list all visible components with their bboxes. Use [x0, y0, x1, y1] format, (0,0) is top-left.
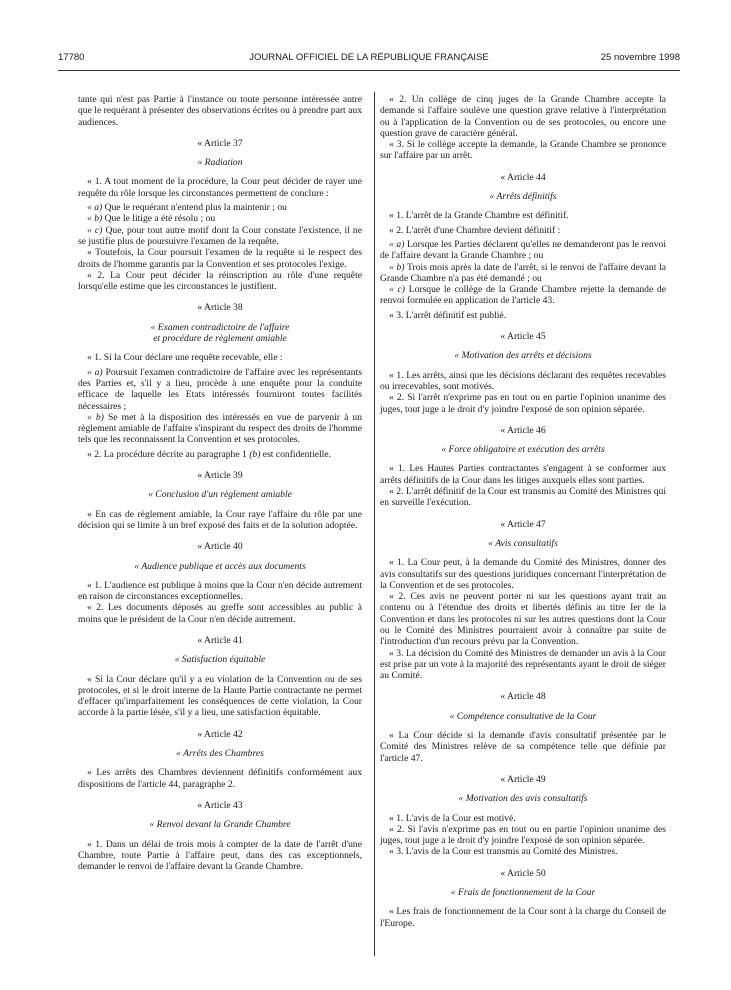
- article-49-title: « Motivation des avis consultatifs: [458, 793, 588, 805]
- article-46-p1: « 1. Les Hautes Parties contractantes s'engagent à se conformer aux arrêts définitifs de la Cour dans les litiges auxquels elles sont parties.: [380, 463, 666, 486]
- article-47-number: « Article 47: [500, 518, 546, 530]
- article-48-number: « Article 48: [500, 691, 546, 703]
- article-41-number: « Article 41: [197, 634, 243, 646]
- article-50-title: « Frais de fonctionnement de la Cour: [450, 887, 596, 899]
- title-line: « Examen contradictoire de l'affaire: [150, 321, 290, 333]
- article-49-p2: « 2. Si l'avis n'exprime pas en tout ou en partie l'opinion unanime des juges, tout juge a le droit d'y joindre l'exposé de son opinion séparée.: [380, 823, 666, 847]
- article-41-title: « Satisfaction équitable: [174, 654, 266, 666]
- article-42-p1: « Les arrêts des Chambres deviennent définitifs conformément aux dispositions de l'article 44, paragraphe 2.: [78, 767, 362, 790]
- article-48-p1: « La Cour décide si la demande d'avis consultatif présentée par le Comité des Ministres relève de sa compétence telle que définie par l'article 47.: [380, 730, 666, 764]
- article-44-c: [380, 284, 666, 307]
- left-column: [78, 94, 362, 872]
- article-46-p2: « 2. L'arrêt définitif de la Cour est transmis au Comité des Ministres qui en surveille l'exécution.: [380, 486, 666, 509]
- article-40-title: « Audience publique et accès aux documents: [134, 560, 306, 572]
- article-42-title: « Arrêts des Chambres: [176, 748, 264, 760]
- article-38-p2: [78, 449, 362, 460]
- article-40-p1: « 1. L'audience est publique à moins que la Cour n'en décide autrement en raison de circonstances exceptionnelles.: [78, 579, 362, 603]
- item-text: Que le requérant n'entend plus la maintenir ; ou: [102, 202, 287, 214]
- item-marker: « b): [389, 261, 405, 273]
- article-39-number: « Article 39: [197, 470, 243, 482]
- item-text: Que, pour tout autre motif dont la Cour constate l'existence, il ne se justifie plus de poursuivre l'examen de la requête.: [78, 224, 362, 247]
- article-43-p1: « 1. Dans un délai de trois mois à compter de la date de l'arrêt d'une Chambre, toute Partie à l'affaire peut, dans des cas exceptionnels, demander le renvoi de l'affaire devant la Grande Chambre.: [78, 838, 362, 873]
- header-rule: [58, 70, 680, 71]
- article-44-p2: « 2. L'arrêt d'une Chambre devient définitif :: [389, 224, 561, 236]
- article-47-p3: « 3. La décision du Comité des Ministres de demander un avis à la Cour est prise par un vote à la majorité des représentants ayant le droit de siéger au Comité.: [380, 647, 666, 682]
- item-marker: « c): [87, 224, 103, 236]
- item-text: Trois mois après la date de l'arrêt, si le renvoi de l'affaire devant la Grande Chambre n'a pas été demandé ; ou: [380, 261, 666, 284]
- item-marker: « a): [87, 202, 103, 214]
- article-50-number: « Article 50: [500, 867, 546, 879]
- item-text: Poursuit l'examen contradictoire de l'affaire avec les représentants des Parties et, s'il y a lieu, procède à une enquête pour la conduite efficace de laquelle les Etats intéressés fourniront toutes facilités nécessaires ;: [78, 366, 363, 412]
- article-37-a: [78, 202, 362, 213]
- article-44-b: [380, 262, 666, 285]
- column-divider: [374, 92, 375, 956]
- text-run: « 2. La procédure décrite au paragraphe 1: [87, 448, 250, 460]
- intro-paragraph: tante qui n'est pas Partie à l'instance ou toute personne intéressée autre que le requérant à présenter des observations écrites ou à prendre part aux audiences.: [78, 94, 362, 128]
- article-43-p2: « 2. Un collège de cinq juges de la Grande Chambre accepte la demande si l'affaire soulève une question grave relative à l'interprétation ou à l'application de la Convention ou de ses protocoles, ou encore une question grave de caractère général.: [380, 94, 666, 139]
- article-38-b: [78, 412, 362, 446]
- item-marker: « c): [389, 284, 405, 296]
- article-39-title: « Conclusion d'un règlement amiable: [148, 489, 292, 501]
- item-marker: « a): [87, 366, 103, 378]
- article-44-a: [380, 239, 666, 262]
- item-text: Lorsque le collège de la Grande Chambre rejette la demande de renvoi formulée en application de l'article 43.: [380, 284, 666, 307]
- item-text: Que le litige a été résolu ; ou: [102, 213, 216, 225]
- article-47-p2: « 2. Ces avis ne peuvent porter ni sur les questions ayant trait au contenu ou à l'étendue des droits et libertés définis au titre Ier de la Convention et dans les protocoles ni sur les autres questions dont la Cour ou le Comité des Ministres pourraient avoir à connaître par suite de l'introduction d'un recours prévu par la Convention.: [380, 591, 666, 648]
- article-38-title: [78, 322, 362, 345]
- article-38-p1: « 1. Si la Cour déclare une requête recevable, elle :: [87, 352, 283, 364]
- article-38-a: [78, 367, 362, 412]
- article-43-number: « Article 43: [197, 799, 243, 811]
- article-37-p2: « 2. La Cour peut décider la réinscription au rôle d'une requête lorsqu'elle estime que les circonstances le justifient.: [78, 269, 362, 293]
- article-46-number: « Article 46: [500, 424, 546, 436]
- publication-date: 25 novembre 1998: [600, 52, 680, 63]
- article-40-number: « Article 40: [197, 541, 243, 553]
- article-37-b: [78, 213, 362, 224]
- article-45-title: « Motivation des arrêts et décisions: [454, 350, 592, 362]
- article-45-number: « Article 45: [500, 331, 546, 343]
- article-43-p3: « 3. Si le collège accepte la demande, la Grande Chambre se prononce sur l'affaire par un arrêt.: [380, 139, 666, 162]
- article-47-title: « Avis consultatifs: [488, 537, 558, 549]
- article-37-number: « Article 37: [197, 137, 243, 149]
- reference: (b): [249, 448, 261, 460]
- item-text: Lorsque les Parties déclarent qu'elles ne demanderont pas le renvoi de l'affaire devant la Grande Chambre ; ou: [380, 238, 666, 262]
- article-43-title: « Renvoi devant la Grande Chambre: [149, 819, 291, 831]
- article-48-title: « Compétence consultative de la Cour: [449, 710, 597, 722]
- article-44-number: « Article 44: [500, 171, 546, 183]
- article-44-p1: « 1. L'arrêt de la Grande Chambre est définitif.: [389, 210, 569, 222]
- item-marker: « b): [87, 213, 103, 225]
- article-37-toutefois: « Toutefois, la Cour poursuit l'examen de la requête si le respect des droits de l'homme garantis par la Convention et ses protocoles l'exige.: [78, 247, 362, 270]
- article-40-p2: « 2. Les documents déposés au greffe sont accessibles au public à moins que le président de la Cour n'en décide autrement.: [78, 602, 362, 625]
- page-header: [58, 52, 680, 66]
- article-45-p2: « 2. Si l'arrêt n'exprime pas en tout ou en partie l'opinion unanime des juges, tout juge a le droit d'y joindre l'exposé de son opinion séparée.: [380, 392, 666, 415]
- item-marker: « a): [389, 238, 405, 250]
- item-marker: « b): [87, 411, 104, 423]
- article-44-p3: « 3. L'arrêt définitif est publié.: [389, 309, 507, 321]
- journal-title: JOURNAL OFFICIEL DE LA RÉPUBLIQUE FRANÇAISE: [249, 52, 489, 63]
- article-38-number: « Article 38: [197, 302, 243, 314]
- article-42-number: « Article 42: [197, 728, 243, 740]
- right-column: [380, 94, 666, 929]
- article-49-p1: « 1. L'avis de la Cour est motivé.: [389, 812, 516, 824]
- article-44-title: « Arrêts définitifs: [489, 191, 557, 203]
- article-39-p1: « En cas de règlement amiable, la Cour raye l'affaire du rôle par une décision qui se limite à un bref exposé des faits et de la solution adoptée.: [78, 508, 362, 531]
- page-number: 17780: [58, 52, 85, 63]
- article-46-title: « Force obligatoire et exécution des arrêts: [441, 444, 605, 456]
- article-45-p1: « 1. Les arrêts, ainsi que les décisions déclarant des requêtes recevables ou irrecevables, sont motivés.: [380, 369, 666, 392]
- article-41-p1: « Si la Cour déclare qu'il y a eu violation de la Convention ou de ses protocoles, et si le droit interne de la Haute Partie contractante ne permet d'effacer qu'imparfaitement les conséquences de cette violation, la Cour accorde à la partie lésée, s'il y a lieu, une satisfaction équitable.: [78, 673, 362, 719]
- article-49-number: « Article 49: [500, 773, 546, 785]
- article-50-p1: « Les frais de fonctionnement de la Cour sont à la charge du Conseil de l'Europe.: [380, 906, 666, 929]
- article-37-c: [78, 225, 362, 248]
- title-line: et procédure de règlement amiable: [153, 333, 287, 345]
- article-47-p1: « 1. La Cour peut, à la demande du Comité des Ministres, donner des avis consultatifs sur des questions juridiques concernant l'interprétation de la Convention et de ses protocoles.: [380, 557, 666, 591]
- article-49-p3: « 3. L'avis de la Cour est transmis au Comité des Ministres.: [389, 846, 618, 858]
- item-text: Se met à la disposition des intéressés en vue de parvenir à un règlement amiable de l'affaire s'inspirant du respect des droits de l'homme tels que les reconnaissent la Convention et ses protocoles.: [78, 411, 362, 446]
- text-run: est confidentielle.: [260, 448, 332, 460]
- article-37-title: « Radiation: [197, 157, 243, 169]
- article-37-p1: « 1. A tout moment de la procédure, la Cour peut décider de rayer une requête du rôle lorsque les circonstances permettent de conclure :: [78, 176, 362, 199]
